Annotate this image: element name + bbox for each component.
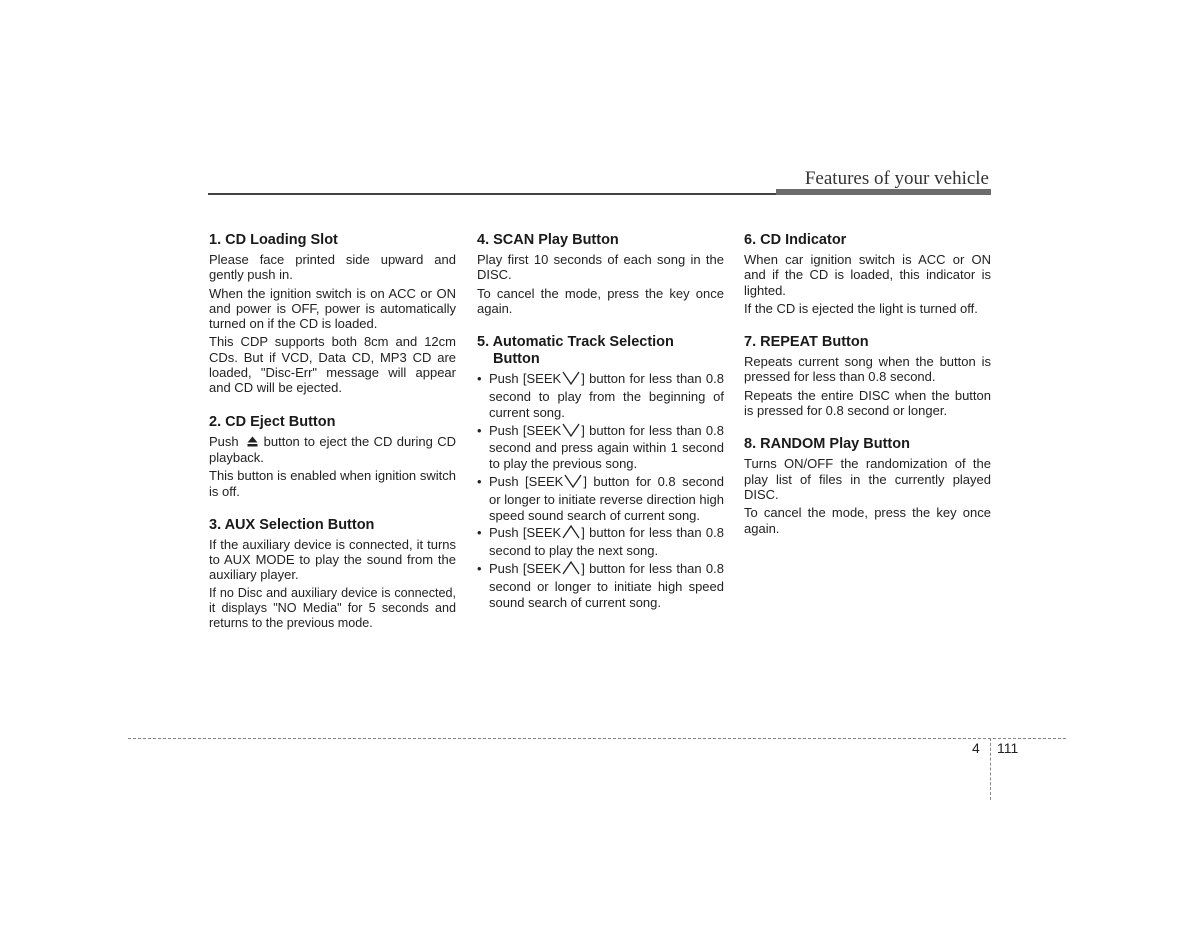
paragraph: Please face printed side upward and gently push in. [209, 252, 456, 283]
list-item [477, 474, 724, 523]
list-item [477, 561, 724, 610]
page-header-title: Features of your vehicle [804, 168, 989, 189]
paragraph [209, 434, 456, 466]
header-rule-thin [208, 193, 776, 195]
list-item [477, 423, 724, 472]
seek-up-icon [562, 525, 580, 543]
paragraph: When car ignition switch is ACC or ON and if the CD is loaded, this indicator is lighted. [744, 252, 991, 298]
text-fragment: ] button for 0.8 second or longer to initiate reverse direction high speed sound search of current song. [489, 473, 724, 523]
column-left [209, 232, 456, 650]
section-heading: 1. CD Loading Slot [209, 232, 338, 248]
bullet-list [477, 371, 724, 610]
section-cd-eject-button [209, 414, 456, 499]
seek-down-icon [562, 371, 580, 389]
column-middle [477, 232, 724, 628]
text-fragment: ] button for less than 0.8 second to play the next song. [489, 525, 724, 559]
paragraph: When the ignition switch is on ACC or ON and power is OFF, power is automatically turned on if the CD is loaded. [209, 285, 456, 332]
heading-line: Button [493, 351, 540, 368]
text-fragment: button to eject the CD during CD playback. [209, 433, 456, 465]
section-aux-selection-button [209, 517, 456, 632]
text-fragment: Push [SEEK [489, 422, 562, 438]
text-fragment: Push [SEEK [489, 525, 562, 541]
paragraph: If no Disc and auxiliary device is connected, it displays "NO Media" for 5 seconds and returns to the previous mode. [209, 585, 456, 631]
section-automatic-track-selection [477, 334, 724, 610]
paragraph: Repeats current song when the button is pressed for less than 0.8 second. [744, 354, 991, 385]
header-rule-thick [776, 189, 991, 195]
section-heading: 6. CD Indicator [744, 232, 847, 248]
chapter-number: 4 [972, 740, 980, 756]
list-item [477, 371, 724, 420]
paragraph: This CDP supports both 8cm and 12cm CDs. But if VCD, Data CD, MP3 CD are loaded, "Disc-Err" message will appear and CD will be ejected. [209, 334, 456, 396]
page-number: 111 [997, 740, 1019, 756]
seek-down-icon [564, 474, 582, 492]
paragraph: This button is enabled when ignition switch is off. [209, 468, 456, 499]
section-scan-play-button [477, 232, 724, 316]
footer-dashed-divider [990, 738, 991, 800]
seek-up-icon [562, 561, 580, 579]
paragraph: If the auxiliary device is connected, it turns to AUX MODE to play the sound from the auxiliary player. [209, 536, 456, 583]
section-cd-loading-slot [209, 232, 456, 396]
text-fragment: Push [SEEK [489, 560, 562, 576]
section-heading: 8. RANDOM Play Button [744, 436, 910, 453]
paragraph: Play first 10 seconds of each song in the DISC. [477, 252, 724, 283]
text-fragment: ] button for less than 0.8 second to play from the beginning of current song. [489, 371, 724, 420]
section-heading: 7. REPEAT Button [744, 334, 869, 351]
section-heading: 3. AUX Selection Button [209, 516, 375, 533]
text-fragment: ] button for less than 0.8 second or longer to initiate high speed sound search of current song. [489, 560, 724, 610]
seek-down-icon [562, 423, 580, 441]
eject-icon [247, 435, 258, 450]
footer-dashed-rule [128, 738, 1066, 739]
paragraph: Turns ON/OFF the randomization of the play list of files in the currently played DISC. [744, 456, 991, 502]
heading-line: 5. Automatic Track Selection [477, 334, 674, 351]
text-fragment: Push [209, 433, 239, 449]
text-fragment: Push [SEEK [489, 371, 562, 387]
paragraph: To cancel the mode, press the key once again. [477, 285, 724, 316]
paragraph: To cancel the mode, press the key once again. [744, 505, 991, 536]
section-cd-indicator [744, 232, 991, 316]
list-item [477, 525, 724, 559]
paragraph: If the CD is ejected the light is turned off. [744, 300, 978, 316]
text-fragment: Push [SEEK [489, 473, 564, 489]
section-heading [477, 334, 724, 368]
column-right [744, 232, 991, 554]
section-repeat-button [744, 334, 991, 418]
paragraph: Repeats the entire DISC when the button is pressed for 0.8 second or longer. [744, 387, 991, 419]
text-fragment: ] button for less than 0.8 second and press again within 1 second to play the previous song. [489, 422, 724, 472]
section-heading: 4. SCAN Play Button [477, 232, 619, 248]
section-random-play-button [744, 436, 991, 535]
section-heading: 2. CD Eject Button [209, 413, 336, 430]
